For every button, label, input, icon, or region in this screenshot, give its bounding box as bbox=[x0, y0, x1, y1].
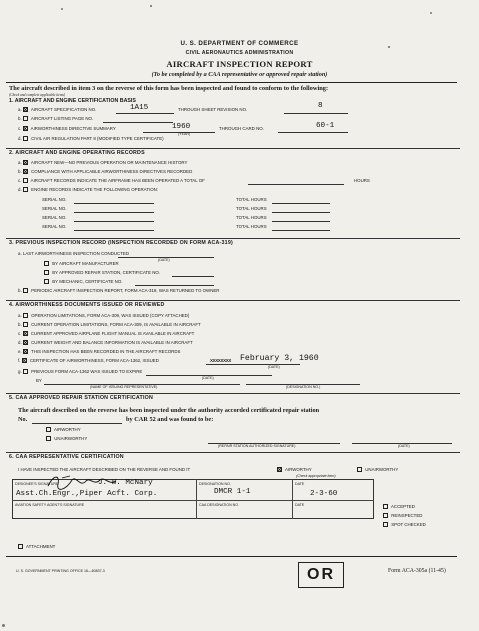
section-5-heading: 5. CAA APPROVED REPAIR STATION CERTIFICATION bbox=[6, 393, 460, 402]
by-label: BY bbox=[36, 378, 42, 383]
rs-date-caption: (DATE) bbox=[398, 444, 410, 448]
form-subtitle: (To be completed by a CAA representative or approved repair station) bbox=[151, 71, 328, 78]
designation-caption: (DESIGNATION NO.) bbox=[286, 385, 321, 389]
scan-speck bbox=[2, 624, 5, 627]
spot-checked-label: SPOT CHECKED bbox=[391, 522, 426, 527]
designation-no-value[interactable]: DMCR 1-1 bbox=[214, 488, 251, 496]
total-hours-line[interactable] bbox=[272, 230, 330, 231]
rs-signature-caption: (REPAIR STATION AUTHORIZED SIGNATURE) bbox=[218, 444, 296, 448]
department-heading: U. S. DEPARTMENT OF COMMERCE bbox=[180, 40, 299, 47]
administration-heading: CIVIL AERONAUTICS ADMINISTRATION bbox=[185, 50, 294, 56]
item-label: g. bbox=[18, 369, 22, 374]
last-inspection-date-caption: (DATE) bbox=[158, 258, 170, 262]
checkbox-previous-form[interactable] bbox=[23, 369, 28, 374]
checkbox-by-manufacturer[interactable] bbox=[44, 261, 49, 266]
section-6-heading: 6. CAA REPRESENTATIVE CERTIFICATION bbox=[6, 452, 460, 461]
serial-label: SERIAL NO. bbox=[42, 224, 67, 229]
printer-imprint: U. S. GOVERNMENT PRINTING OFFICE 16—60837-3 bbox=[16, 569, 105, 573]
item-label: c. bbox=[18, 178, 22, 183]
form-number: Form ACA-305a (11-45) bbox=[388, 568, 446, 574]
item-4a bbox=[18, 313, 189, 318]
item-label: b. bbox=[18, 169, 22, 174]
airworthy-label: AIRWORTHY bbox=[284, 467, 312, 472]
serial-label: SERIAL NO. bbox=[42, 215, 67, 220]
item-4f bbox=[18, 358, 159, 363]
rs-unairworthy-label: UNAIRWORTHY bbox=[54, 436, 88, 441]
certificate-date-caption: (DATE) bbox=[268, 365, 280, 369]
intro-note: (Check and complete applicable items) bbox=[9, 93, 66, 97]
agent-date-label: DATE bbox=[295, 503, 305, 507]
item-1b bbox=[18, 116, 93, 121]
reinspected-label: REINSPECTED bbox=[391, 513, 423, 518]
designee-date-label: DATE bbox=[295, 482, 305, 486]
serial-label: SERIAL NO. bbox=[42, 206, 67, 211]
checkbox-by-repair-station[interactable] bbox=[44, 270, 49, 275]
designee-name: J. W. McNary bbox=[98, 479, 153, 487]
designee-date-value[interactable]: 2-3-60 bbox=[310, 490, 338, 498]
item-2c bbox=[18, 178, 205, 183]
stamp-text: OR bbox=[307, 566, 335, 583]
by-mechanic-label: BY MECHANIC, CERTIFICATE NO. bbox=[52, 279, 123, 284]
item-4b bbox=[18, 322, 201, 327]
total-hours-label: TOTAL HOURS bbox=[236, 224, 267, 229]
aircraft-specification-label: AIRCRAFT SPECIFICATION NO. bbox=[30, 107, 97, 112]
previous-form-label: PREVIOUS FORM ACA-1362 WAS ISSUED TO EXPIRE bbox=[31, 369, 143, 374]
struck-text: XXXXXXXX bbox=[210, 358, 232, 363]
ad-year-value[interactable]: 1960 bbox=[172, 123, 191, 131]
designee-title: Asst.Ch.Engr.,Piper Acft. Corp. bbox=[16, 490, 158, 498]
checkbox-flight-manual[interactable] bbox=[23, 331, 28, 336]
car-part-8-label: CIVIL AIR REGULATION PART 8 (MODIFIED TYPE CERTIFICATE) bbox=[31, 136, 164, 141]
scan-speck bbox=[430, 12, 432, 14]
attachment-label: ATTACHMENT bbox=[25, 544, 56, 549]
op-limitations-available-label: CURRENT OPERATION LIMITATIONS, FORM ACA-309, IS AVAILABLE IN AIRCRAFT bbox=[31, 322, 201, 327]
weight-balance-label: CURRENT WEIGHT AND BALANCE INFORMATION IS AVAILABLE IN AIRCRAFT bbox=[31, 340, 193, 345]
item-2b bbox=[18, 169, 192, 174]
item-label: b. bbox=[18, 116, 22, 121]
thru-sheet-label: THROUGH SHEET REVISION NO. bbox=[178, 107, 248, 112]
checkbox-engine-records[interactable] bbox=[23, 187, 28, 192]
certificate-date-line bbox=[206, 364, 300, 365]
card-no-line bbox=[278, 132, 348, 133]
signature-table-col bbox=[292, 479, 293, 519]
accepted-option bbox=[383, 504, 415, 509]
checkbox-airworthy[interactable] bbox=[277, 467, 282, 472]
repair-station-no-line[interactable] bbox=[32, 423, 122, 424]
airframe-hours-label: AIRCRAFT RECORDS INDICATE THE AIRFRAME HAS BEEN OPERATED A TOTAL OF bbox=[30, 178, 205, 183]
checkbox-rs-unairworthy[interactable] bbox=[46, 436, 51, 441]
check-caption: (Check appropriate item) bbox=[296, 474, 336, 478]
checkbox-op-limitations-available[interactable] bbox=[23, 322, 28, 327]
checkbox-ad-compliance[interactable] bbox=[23, 169, 28, 174]
section-1-heading: 1. AIRCRAFT AND ENGINE CERTIFICATION BASIS bbox=[9, 98, 136, 104]
section-3-heading: 3. PREVIOUS INSPECTION RECORD (INSPECTION RECORDED ON FORM ACA-319) bbox=[6, 238, 460, 247]
checkbox-spot-checked[interactable] bbox=[383, 522, 388, 527]
repair-station-line2: by CAR 52 and was found to be: bbox=[126, 416, 214, 423]
item-label: f. bbox=[18, 358, 21, 363]
spec-no-line bbox=[116, 113, 174, 114]
card-no-value[interactable]: 60-1 bbox=[316, 122, 335, 130]
item-3-opt1 bbox=[44, 261, 119, 266]
checkbox-aircraft-new[interactable] bbox=[23, 160, 28, 165]
item-label: a. bbox=[18, 160, 22, 165]
ad-year-caption: (YEAR) bbox=[178, 132, 191, 136]
checkbox-unairworthy[interactable] bbox=[357, 467, 362, 472]
intro-text: The aircraft described in item 3 on the reverse of this form has been inspected and found to conform to the following: bbox=[9, 85, 329, 92]
airframe-hours-line bbox=[248, 184, 344, 185]
form-319-returned-label: PERIODIC AIRCRAFT INSPECTION REPORT, FORM ACA-319, WAS RETURNED TO OWNER bbox=[31, 288, 220, 293]
ad-summary-label: AIRWORTHINESS DIRECTIVE SUMMARY bbox=[30, 126, 116, 131]
item-4d bbox=[18, 340, 193, 345]
checkbox-aircraft-specification[interactable] bbox=[23, 107, 28, 112]
item-4g bbox=[18, 369, 142, 374]
receipt-stamp bbox=[298, 562, 344, 588]
item-label: b. bbox=[18, 288, 22, 293]
form-title: AIRCRAFT INSPECTION REPORT bbox=[166, 59, 313, 69]
by-manufacturer-label: BY AIRCRAFT MANUFACTURER bbox=[52, 261, 119, 266]
header-rule bbox=[6, 82, 457, 83]
item-1c bbox=[18, 126, 116, 131]
checkbox-reinspected[interactable] bbox=[383, 513, 388, 518]
section-4-heading: 4. AIRWORTHINESS DOCUMENTS ISSUED OR REVIEWED bbox=[6, 300, 460, 309]
issuing-rep-caption: (NAME OF ISSUING REPRESENTATIVE) bbox=[90, 385, 158, 389]
checkbox-recorded[interactable] bbox=[23, 349, 28, 354]
item-2d bbox=[18, 187, 158, 192]
item-4e bbox=[18, 349, 180, 354]
checkbox-accepted[interactable] bbox=[383, 504, 388, 509]
checkbox-car-part-8[interactable] bbox=[23, 136, 28, 141]
accepted-label: ACCEPTED bbox=[390, 504, 415, 509]
signature-table-col bbox=[196, 479, 197, 519]
last-inspection-label: a. LAST AIRWORTHINESS INSPECTION CONDUCTED bbox=[18, 251, 130, 256]
item-label: a. bbox=[18, 313, 22, 318]
unairworthy-label: UNAIRWORTHY bbox=[365, 467, 399, 472]
item-label: b. bbox=[18, 322, 22, 327]
checkbox-op-limitations-issued[interactable] bbox=[23, 313, 28, 318]
item-label: d. bbox=[18, 340, 22, 345]
checkbox-ad-summary[interactable] bbox=[23, 126, 28, 131]
total-hours-label: TOTAL HOURS bbox=[236, 215, 267, 220]
item-5-opt2 bbox=[46, 436, 87, 441]
scan-speck bbox=[150, 5, 152, 7]
repair-station-cert-line[interactable] bbox=[172, 276, 214, 277]
scan-speck bbox=[61, 8, 63, 10]
serial-line[interactable] bbox=[74, 221, 154, 222]
item-4c bbox=[18, 331, 194, 336]
reinspected-option bbox=[383, 513, 422, 518]
by-repair-station-label: BY APPROVED REPAIR STATION, CERTIFICATE NO. bbox=[52, 270, 161, 275]
checkbox-rs-airworthy[interactable] bbox=[46, 427, 51, 432]
caa-designation-label: CAA DESIGNATION NO. bbox=[199, 503, 240, 507]
item-3b bbox=[18, 288, 219, 293]
item-2a bbox=[18, 160, 187, 165]
total-hours-line[interactable] bbox=[272, 203, 330, 204]
spec-no-value[interactable]: 1A15 bbox=[130, 104, 149, 112]
item-6-opt1 bbox=[277, 467, 312, 472]
checkbox-form-319-returned[interactable] bbox=[23, 288, 28, 293]
total-hours-line[interactable] bbox=[272, 221, 330, 222]
item-label: e. bbox=[18, 349, 22, 354]
flight-manual-label: CURRENT APPROVED AIRPLANE FLIGHT MANUAL IS AVAILABLE IN AIRCRAFT bbox=[30, 331, 195, 336]
mechanic-cert-line[interactable] bbox=[135, 285, 214, 286]
serial-label: SERIAL NO. bbox=[42, 197, 67, 202]
checkbox-listing-page[interactable] bbox=[23, 116, 28, 121]
signature-table-divider bbox=[12, 500, 374, 501]
listing-page-label: AIRCRAFT LISTING PAGE NO. bbox=[30, 116, 94, 121]
checkbox-weight-balance[interactable] bbox=[23, 340, 28, 345]
previous-form-date-caption: (DATE) bbox=[202, 376, 214, 380]
designee-signature-label: DESIGNEE'S SIGNATURE bbox=[15, 482, 59, 486]
engine-records-label: ENGINE RECORDS INDICATE THE FOLLOWING OPERATION: bbox=[31, 187, 158, 192]
inspected-statement: I HAVE INSPECTED THE AIRCRAFT DESCRIBED ON THE REVERSE AND FOUND IT bbox=[18, 467, 191, 472]
thru-card-label: THROUGH CARD NO. bbox=[219, 126, 264, 131]
rs-airworthy-label: AIRWORTHY bbox=[53, 427, 81, 432]
serial-line[interactable] bbox=[74, 203, 154, 204]
agent-signature-label: AVIATION SAFETY AGENT'S SIGNATURE bbox=[15, 503, 85, 507]
item-label: c. bbox=[18, 331, 22, 336]
hours-label: HOURS bbox=[354, 178, 370, 183]
section-2-heading: 2. AIRCRAFT AND ENGINE OPERATING RECORDS bbox=[6, 148, 460, 157]
aircraft-new-label: AIRCRAFT NEW—NO PREVIOUS OPERATION OR MAINTENANCE HISTORY bbox=[30, 160, 188, 165]
item-label: c. bbox=[18, 126, 22, 131]
item-1a bbox=[18, 107, 96, 112]
item-label: a. bbox=[18, 107, 22, 112]
serial-line[interactable] bbox=[74, 230, 154, 231]
repair-station-text: The aircraft described on the reverse has been inspected under the authority accorded certificated repair station bbox=[18, 407, 320, 414]
recorded-label: THIS INSPECTION HAS BEEN RECORDED IN THE AIRCRAFT RECORDS bbox=[31, 349, 181, 354]
item-label: d. bbox=[18, 187, 22, 192]
total-hours-label: TOTAL HOURS bbox=[236, 197, 267, 202]
designation-no-label: DESIGNATION NO. bbox=[199, 482, 231, 486]
checkbox-certificate-issued[interactable] bbox=[22, 358, 27, 363]
sheet-revision-value[interactable]: 8 bbox=[318, 102, 323, 110]
item-6-opt2 bbox=[357, 467, 398, 472]
repair-station-no-label: No. bbox=[18, 416, 28, 423]
item-label: d. bbox=[18, 136, 22, 141]
serial-line[interactable] bbox=[74, 212, 154, 213]
certificate-issued-label: CERTIFICATE OF AIRWORTHINESS, FORM ACA-1362, ISSUED bbox=[29, 358, 159, 363]
attachment-option bbox=[18, 544, 55, 549]
total-hours-line[interactable] bbox=[272, 212, 330, 213]
total-hours-label: TOTAL HOURS bbox=[236, 206, 267, 211]
listing-page-line bbox=[103, 122, 173, 123]
item-3-opt3 bbox=[44, 279, 123, 284]
certificate-date-value[interactable]: February 3, 1960 bbox=[240, 354, 319, 363]
op-limitations-issued-label: OPERATION LIMITATIONS, FORM ACA-309, WAS ISSUED (COPY ATTACHED) bbox=[31, 313, 190, 318]
item-1d bbox=[18, 136, 164, 141]
checkbox-by-mechanic[interactable] bbox=[44, 279, 49, 284]
checkbox-attachment[interactable] bbox=[18, 544, 23, 549]
ad-compliance-label: COMPLIANCE WITH APPLICABLE AIRWORTHINESS DIRECTIVES RECORDED bbox=[31, 169, 193, 174]
item-3-opt2 bbox=[44, 270, 160, 275]
checkbox-airframe-hours[interactable] bbox=[23, 178, 28, 183]
spot-checked-option bbox=[383, 522, 426, 527]
bottom-rule bbox=[6, 556, 457, 557]
item-5-opt1 bbox=[46, 427, 81, 432]
sheet-revision-line bbox=[284, 113, 348, 114]
